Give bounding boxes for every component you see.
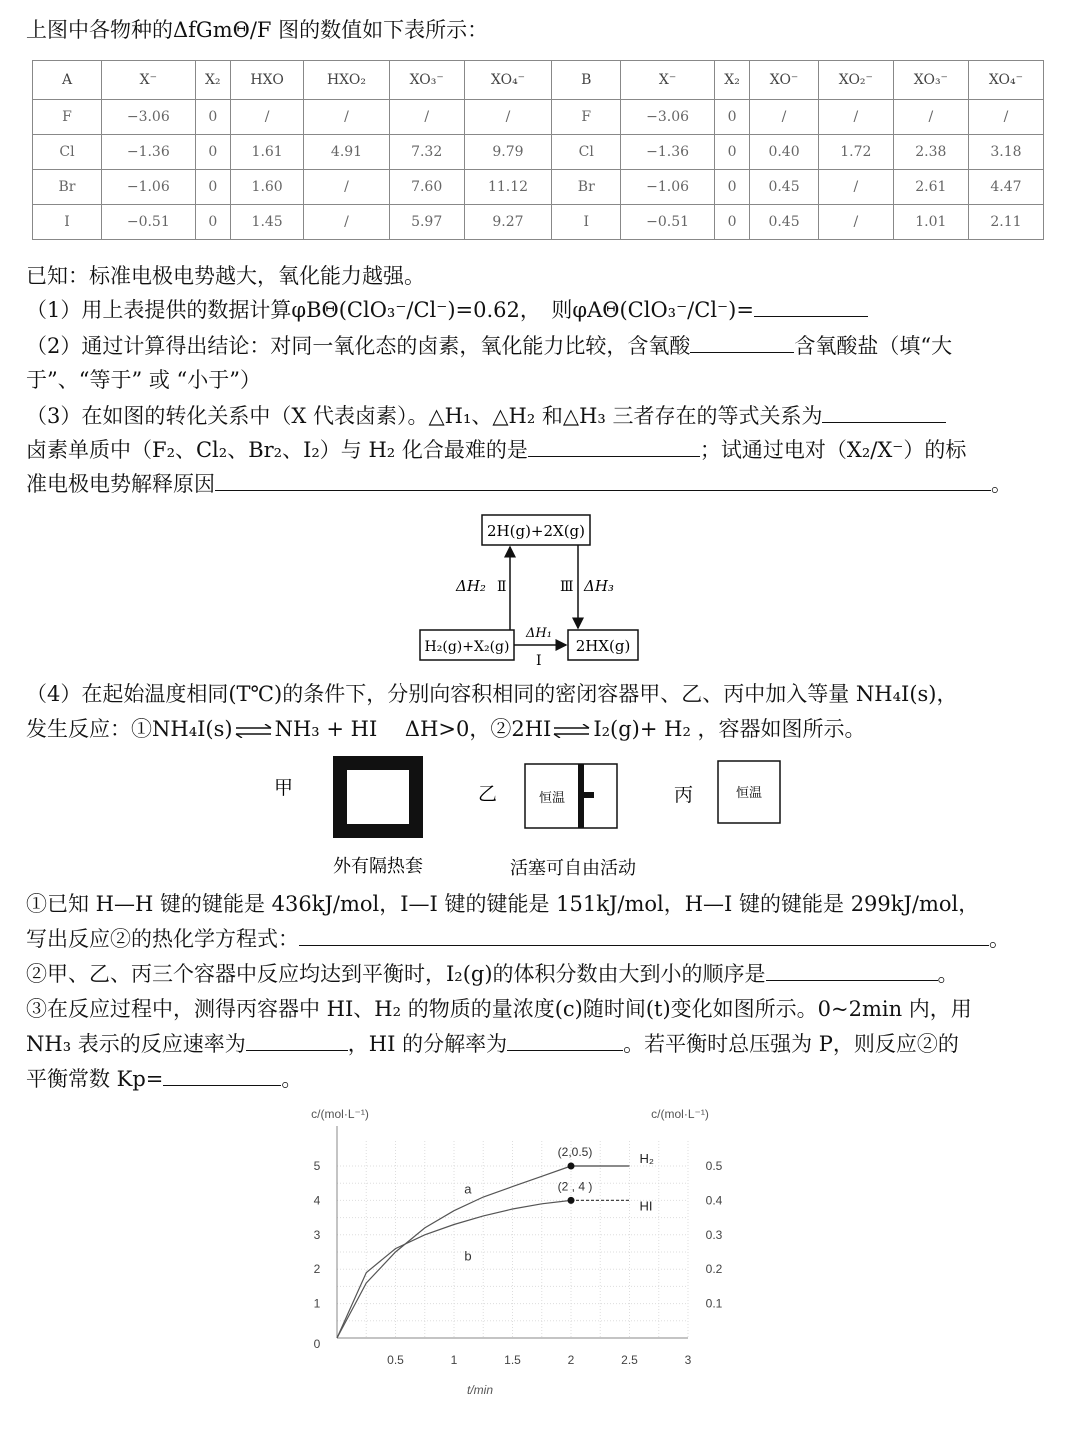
- data-point: [568, 1197, 575, 1204]
- potential-table: [32, 60, 1044, 240]
- table-row: [33, 100, 1044, 135]
- table-cell: 7.32: [389, 135, 464, 170]
- energy-cycle-diagram: [400, 505, 660, 670]
- question-3-line2: [26, 436, 966, 464]
- y-left-tick-label: 4: [313, 1193, 321, 1208]
- container-jia-label: 甲: [274, 777, 294, 799]
- question-3-text: （3）在如图的转化关系中（X 代表卤素）。△H₁、△H₂ 和△H₃ 三者存在的等式关系为: [26, 404, 823, 428]
- equilibrium-arrow-icon: [553, 724, 591, 738]
- table-cell: Cl: [552, 135, 621, 170]
- y-right-tick-label: 0.4: [705, 1193, 723, 1208]
- table-header-cell: X⁻: [102, 61, 196, 100]
- table-cell: 1.60: [230, 170, 303, 205]
- y-right-tick-label: 0.1: [705, 1296, 723, 1311]
- roman-2-label: Ⅱ: [497, 579, 507, 595]
- answer-blank-3c[interactable]: [215, 470, 991, 491]
- y-right-tick-label: 0.5: [705, 1159, 723, 1173]
- table-cell: 1.01: [893, 205, 968, 240]
- table-cell: /: [968, 100, 1043, 135]
- table-cell: F: [552, 100, 621, 135]
- y-left-tick-label: 3: [313, 1227, 321, 1242]
- answer-blank-4-3a[interactable]: [246, 1030, 348, 1051]
- table-cell: 4.91: [304, 135, 389, 170]
- table-row: [33, 205, 1044, 240]
- table-header-cell: XO₃⁻: [893, 61, 968, 100]
- table-cell: /: [818, 100, 893, 135]
- table-cell: /: [464, 100, 552, 135]
- table-cell: /: [304, 205, 389, 240]
- reaction-2-right: I₂(g)+ H₂ ，容器如图所示。: [593, 717, 866, 741]
- table-cell: 0: [714, 170, 749, 205]
- answer-blank-4-3c[interactable]: [163, 1065, 281, 1086]
- table-cell: I: [552, 205, 621, 240]
- x-tick-label: 1: [450, 1353, 458, 1367]
- question-2-line2: 于”、“等于” 或 “小于”）: [26, 368, 262, 392]
- table-header-cell: B: [552, 61, 621, 100]
- question-4-line1: （4）在起始温度相同(T℃)的条件下，分别向容积相同的密闭容器甲、乙、丙中加入等量 NH₄I(s)，: [26, 682, 958, 706]
- table-cell: 7.60: [389, 170, 464, 205]
- table-cell: 0: [195, 170, 230, 205]
- x-tick-label: 2.5: [621, 1353, 638, 1367]
- table-cell: 4.47: [968, 170, 1043, 205]
- table-cell: 2.61: [893, 170, 968, 205]
- table-cell: I: [33, 205, 102, 240]
- table-cell: −1.36: [102, 135, 196, 170]
- y-left-tick-label: 2: [313, 1262, 321, 1277]
- container-bing-hengwen: 恒温: [735, 786, 763, 801]
- period: 。: [281, 1067, 303, 1091]
- table-cell: 1.45: [230, 205, 303, 240]
- question-4-2: [26, 960, 959, 988]
- table-cell: −0.51: [621, 205, 715, 240]
- x-tick-label: 1.5: [504, 1353, 521, 1367]
- containers-figure: [260, 748, 800, 884]
- table-cell: Br: [33, 170, 102, 205]
- table-cell: /: [893, 100, 968, 135]
- point-annotation: (2 , 4 ): [557, 1179, 593, 1194]
- table-header-cell: XO⁻: [750, 61, 819, 100]
- table-cell: 0: [195, 135, 230, 170]
- table-cell: −3.06: [621, 100, 715, 135]
- table-header-row: [33, 61, 1044, 100]
- table-row: [33, 170, 1044, 205]
- table-cell: /: [304, 170, 389, 205]
- table-header-cell: X₂: [195, 61, 230, 100]
- table-cell: /: [304, 100, 389, 135]
- reaction-1-left: 发生反应：①NH₄I(s): [26, 717, 233, 741]
- question-4-3-line1: ③在反应过程中，测得丙容器中 HI、H₂ 的物质的量浓度(c)随时间(t)变化如图所示。0~2min 内，用: [26, 997, 972, 1021]
- table-header-cell: XO₂⁻: [818, 61, 893, 100]
- dh3-label: ΔH₃: [584, 577, 614, 595]
- question-4-3-text-b: ，HI 的分解率为: [347, 1032, 508, 1056]
- curve-label: a: [464, 1181, 472, 1197]
- dh1-label: ΔH₁: [526, 626, 552, 641]
- answer-blank-3a[interactable]: [822, 402, 946, 423]
- table-cell: 0: [714, 100, 749, 135]
- table-header-cell: A: [33, 61, 102, 100]
- equilibrium-arrow-icon: [235, 724, 273, 738]
- y-axis-left-label: c/(mol·L⁻¹): [311, 1107, 369, 1121]
- question-2-text-a: （2）通过计算得出结论：对同一氧化态的卤素，氧化能力比较，含氧酸: [26, 334, 691, 358]
- table-cell: −1.06: [621, 170, 715, 205]
- table-cell: /: [230, 100, 303, 135]
- question-4-3-text-d: 平衡常数 Kp=: [26, 1067, 164, 1091]
- table-cell: 9.79: [464, 135, 552, 170]
- roman-3-label: Ⅲ: [560, 579, 574, 595]
- question-4-3-text-c: 。若平衡时总压强为 P，则反应②的: [623, 1032, 959, 1056]
- table-cell: −0.51: [102, 205, 196, 240]
- top-state-label: 2H(g)+2X(g): [486, 522, 586, 540]
- table-cell: 9.27: [464, 205, 552, 240]
- right-state-label: 2HX(g): [575, 637, 631, 655]
- table-header-cell: XO₃⁻: [389, 61, 464, 100]
- question-2-line1: [26, 332, 952, 360]
- question-3-text-c: ；试通过电对（X₂/X⁻）的标: [699, 438, 967, 462]
- y-left-tick-label: 0: [313, 1337, 321, 1351]
- answer-blank-4-3b[interactable]: [507, 1030, 623, 1051]
- answer-blank-2[interactable]: [690, 332, 794, 353]
- table-cell: /: [818, 205, 893, 240]
- container-yi-hengwen: 恒温: [538, 791, 566, 806]
- table-cell: Cl: [33, 135, 102, 170]
- table-cell: 0.40: [750, 135, 819, 170]
- table-cell: −1.06: [102, 170, 196, 205]
- table-row: [33, 135, 1044, 170]
- concentration-time-chart: [280, 1098, 760, 1408]
- table-header-cell: XO₄⁻: [968, 61, 1043, 100]
- chart-grid: [337, 1141, 688, 1338]
- table-cell: 0.45: [750, 170, 819, 205]
- question-3-line3: [26, 470, 1012, 498]
- series-name-label: H₂: [639, 1151, 654, 1166]
- y-right-tick-label: 0.3: [705, 1227, 723, 1242]
- question-4-3-line3: [26, 1065, 302, 1093]
- table-header-cell: X₂: [714, 61, 749, 100]
- point-annotation: (2,0.5): [557, 1145, 593, 1159]
- table-cell: Br: [552, 170, 621, 205]
- container-jia-insulated: [340, 763, 416, 831]
- piston-rod: [584, 792, 594, 798]
- caption-piston: 活塞可自由活动: [510, 858, 636, 879]
- question-3-line1: [26, 402, 946, 430]
- answer-blank-3b[interactable]: [528, 436, 700, 457]
- table-cell: 0: [195, 100, 230, 135]
- x-tick-label: 2: [567, 1353, 575, 1367]
- table-cell: 2.38: [893, 135, 968, 170]
- answer-blank-4-1[interactable]: [299, 925, 989, 946]
- table-cell: −3.06: [102, 100, 196, 135]
- container-yi-label: 乙: [478, 783, 498, 805]
- period: 。: [989, 927, 1010, 951]
- y-left-tick-label: 1: [313, 1296, 321, 1311]
- table-cell: −1.36: [621, 135, 715, 170]
- table-cell: 11.12: [464, 170, 552, 205]
- table-cell: 3.18: [968, 135, 1043, 170]
- question-4-1-line1: ①已知 H—H 键的键能是 436kJ/mol，I—I 键的键能是 151kJ/mol，H—I 键的键能是 299kJ/mol，: [26, 892, 980, 916]
- question-4-1-text: 写出反应②的热化学方程式：: [26, 927, 299, 951]
- table-cell: /: [389, 100, 464, 135]
- dh2-label: ΔH₂: [456, 577, 486, 595]
- question-4-2-text: ②甲、乙、丙三个容器中反应均达到平衡时，I₂(g)的体积分数由大到小的顺序是: [26, 962, 766, 986]
- answer-blank-4-2[interactable]: [766, 960, 938, 981]
- table-header-cell: X⁻: [621, 61, 715, 100]
- table-cell: 1.61: [230, 135, 303, 170]
- question-4-3-line2: [26, 1030, 959, 1058]
- table-cell: 1.72: [818, 135, 893, 170]
- table-cell: F: [33, 100, 102, 135]
- data-point: [568, 1163, 575, 1170]
- table-header-cell: HXO: [230, 61, 303, 100]
- table-cell: 5.97: [389, 205, 464, 240]
- answer-blank-1[interactable]: [754, 296, 868, 317]
- question-1: [26, 296, 868, 324]
- known-text: 已知：标准电极电势越大，氧化能力越强。: [26, 264, 425, 288]
- caption-insulated: 外有隔热套: [333, 856, 423, 877]
- question-4-3-text-a: NH₃ 表示的反应速率为: [26, 1032, 246, 1056]
- question-3-text-d: 准电极电势解释原因: [26, 472, 215, 496]
- period: 。: [991, 472, 1012, 496]
- table-header-cell: XO₄⁻: [464, 61, 552, 100]
- table-cell: 2.11: [968, 205, 1043, 240]
- table-header-cell: HXO₂: [304, 61, 389, 100]
- roman-1-label: I: [536, 653, 542, 669]
- x-axis-label: t/min: [466, 1383, 494, 1397]
- y-axis-right-label: c/(mol·L⁻¹): [651, 1107, 709, 1121]
- x-tick-label: 3: [684, 1353, 692, 1367]
- period: 。: [937, 962, 959, 986]
- question-4-1-line2: [26, 925, 1010, 953]
- question-3-text-b: 卤素单质中（F₂、Cl₂、Br₂、I₂）与 H₂ 化合最难的是: [26, 438, 528, 462]
- curve-label: b: [464, 1248, 472, 1264]
- question-2-text-b: 含氧酸盐（填“大: [794, 334, 953, 358]
- piston: [578, 764, 584, 828]
- reaction-1-right: NH₃ + HI ΔH>0，②2HI: [274, 717, 552, 741]
- table-cell: 0.45: [750, 205, 819, 240]
- y-right-tick-label: 0.2: [705, 1262, 723, 1277]
- x-tick-label: 0.5: [387, 1353, 404, 1367]
- container-bing-label: 丙: [674, 784, 694, 806]
- table-cell: 0: [714, 135, 749, 170]
- table-cell: /: [750, 100, 819, 135]
- table-cell: 0: [714, 205, 749, 240]
- table-cell: 0: [195, 205, 230, 240]
- intro-text: 上图中各物种的ΔfGmΘ/F 图的数值如下表所示：: [26, 18, 489, 42]
- table-cell: /: [818, 170, 893, 205]
- y-left-tick-label: 5: [313, 1159, 321, 1173]
- question-1-text: （1）用上表提供的数据计算φBΘ(ClO₃⁻/Cl⁻)=0.62， 则φAΘ(ClO₃⁻/Cl⁻)=: [26, 298, 754, 322]
- left-state-label: H₂(g)+X₂(g): [424, 639, 510, 655]
- series-name-label: HI: [639, 1198, 653, 1214]
- question-4-line2: [26, 715, 866, 743]
